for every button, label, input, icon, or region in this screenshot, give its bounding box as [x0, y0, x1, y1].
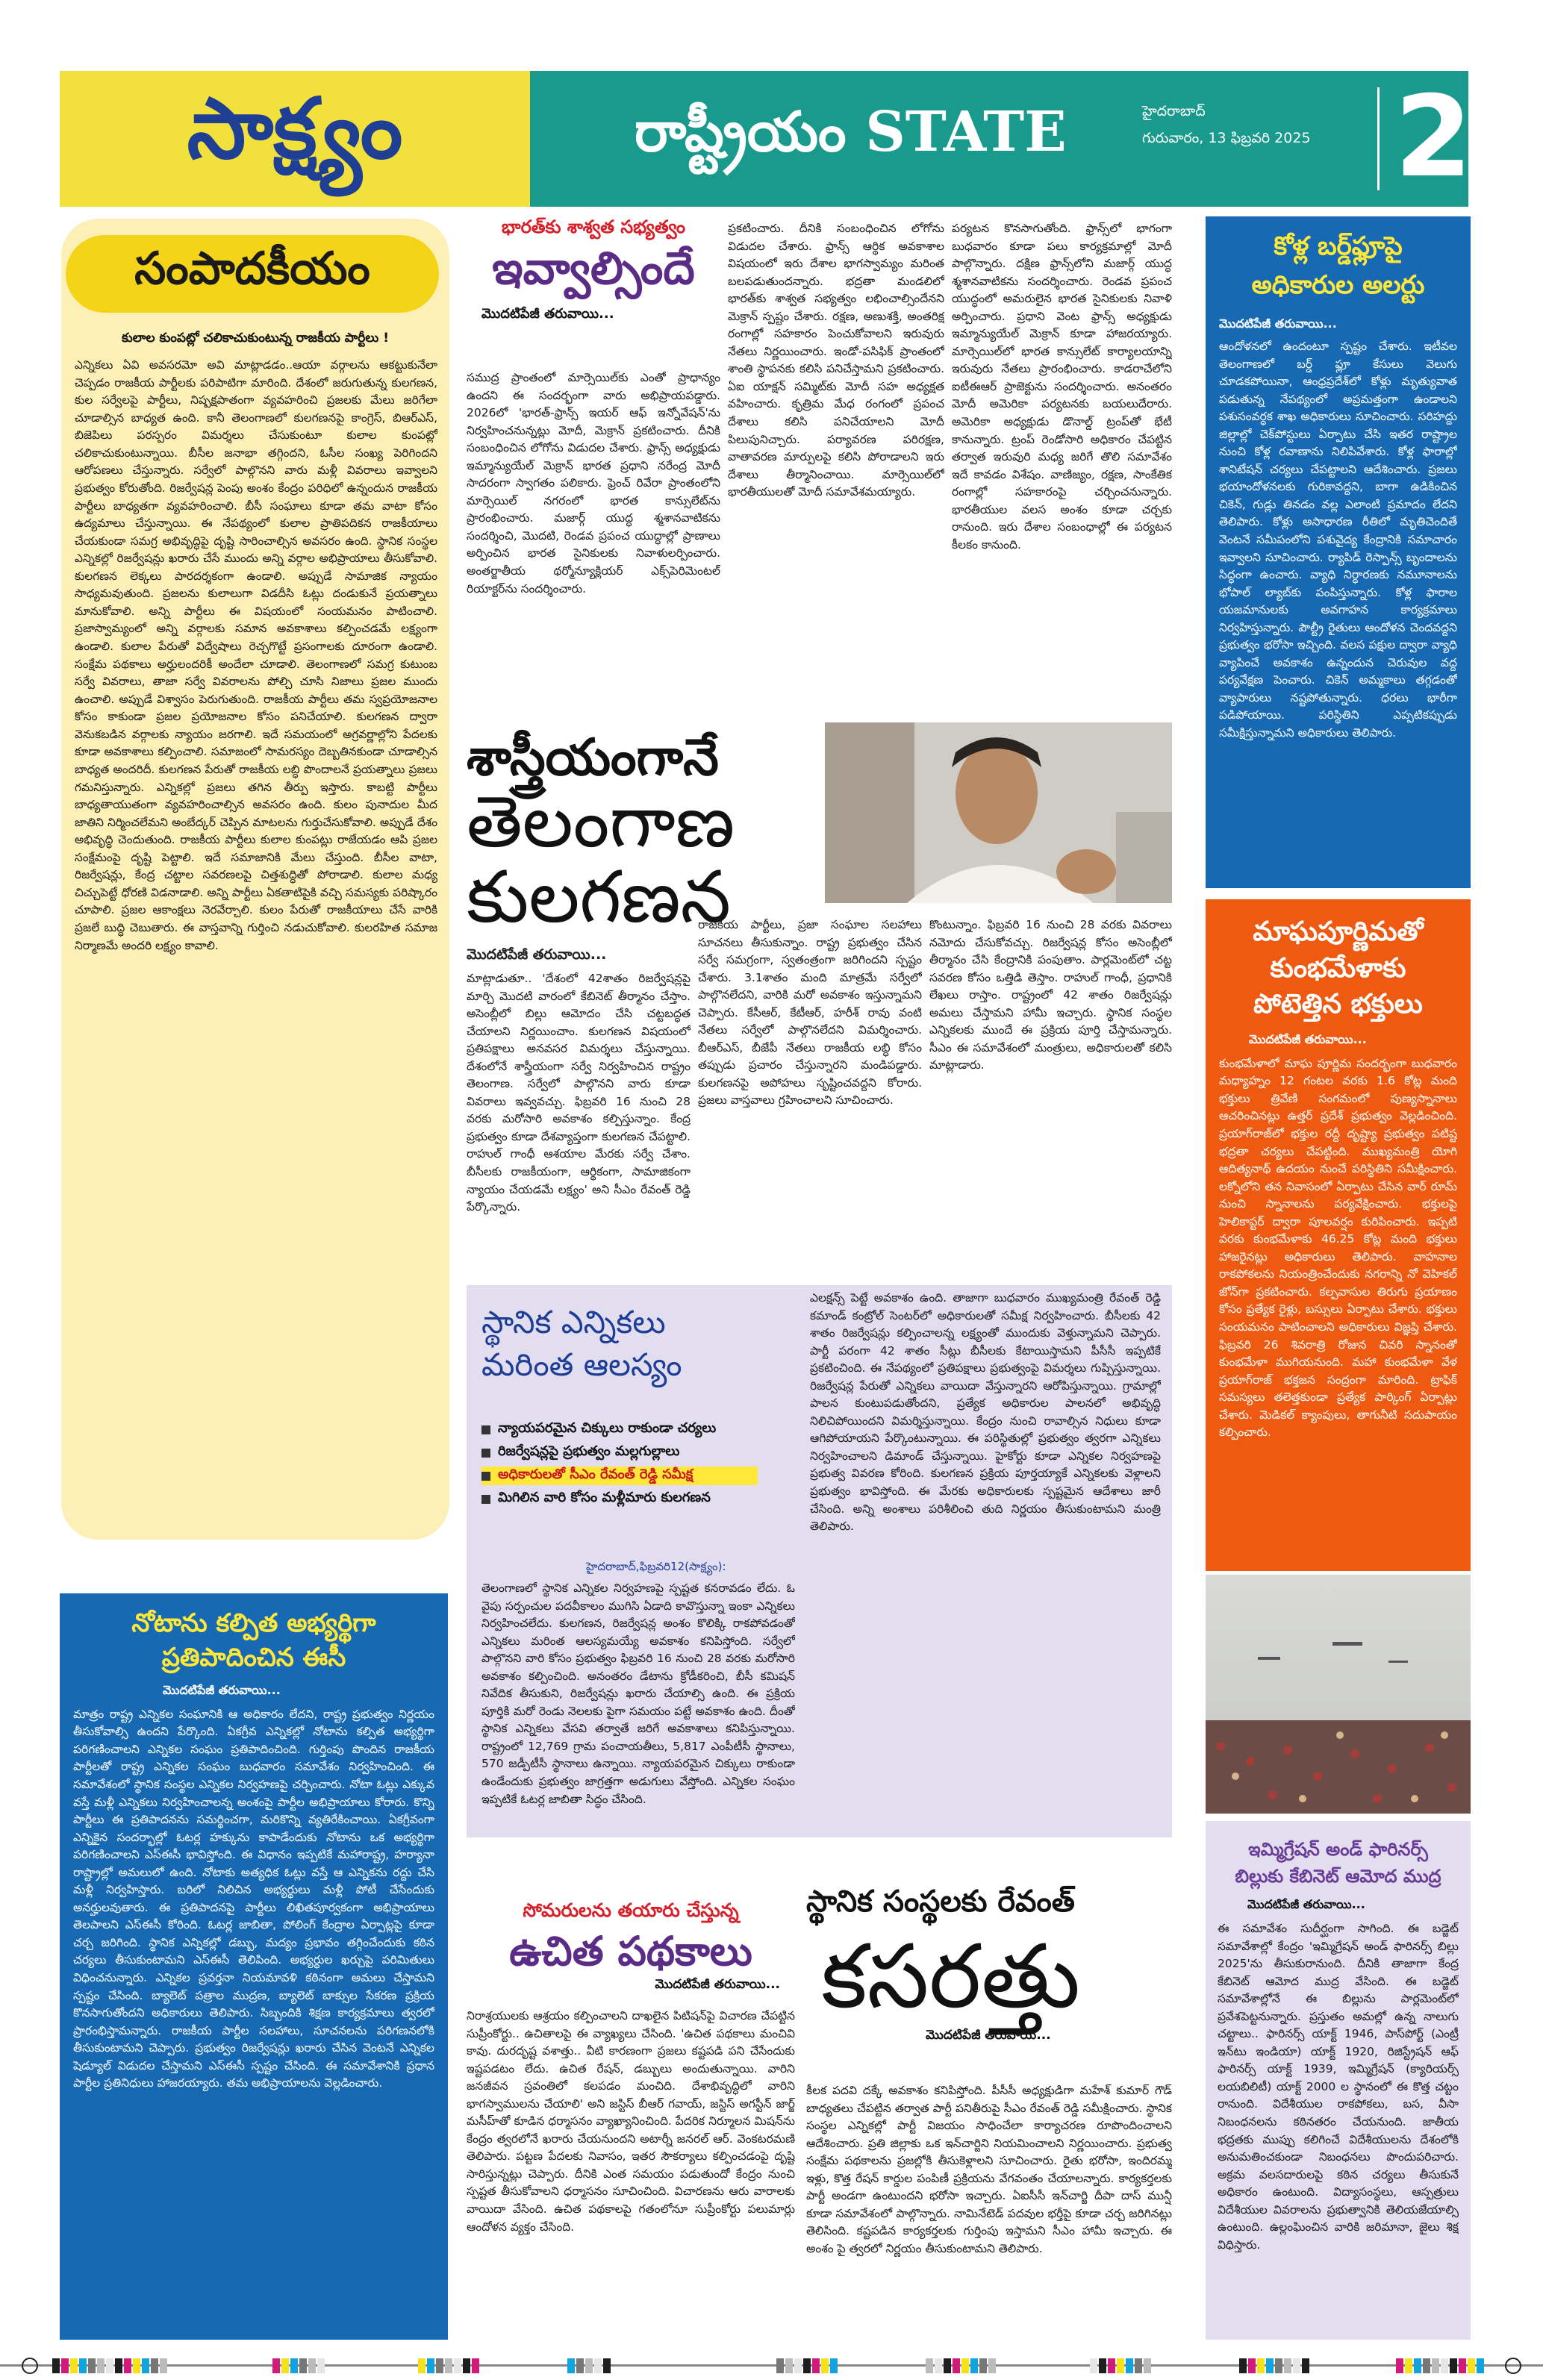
color-swatch	[567, 2358, 575, 2373]
color-swatch	[821, 2358, 829, 2373]
kumbh-box	[1206, 899, 1471, 1571]
color-swatch	[1293, 2358, 1300, 2373]
color-swatch	[160, 2358, 167, 2373]
issue-date: గురువారం, 13 ఫిబ్రవరి 2025	[1142, 130, 1311, 147]
color-swatch	[1090, 2358, 1097, 2373]
exercise-dateline: మొదటిపేజీ తరువాయి...	[926, 2027, 1051, 2043]
bullet-text: న్యాయపరమైన చిక్కులు రాకుండా చర్యలు	[498, 1420, 717, 1436]
color-swatch	[953, 2358, 960, 2373]
nota-box	[60, 1593, 448, 2340]
color-swatch	[1239, 2358, 1247, 2373]
bar-line	[0, 2364, 1543, 2367]
bharat-dateline: మొదటిపేజీ తరువాయి...	[481, 306, 614, 322]
color-swatch	[299, 2358, 307, 2373]
color-swatch	[1423, 2358, 1430, 2373]
color-swatch	[1144, 2358, 1151, 2373]
color-swatch	[1135, 2358, 1142, 2373]
color-swatch	[445, 2358, 452, 2373]
local-polls-dateline: హైదరాబాద్,ఫిబ్రవరి12(సాక్ష్యం):	[586, 1560, 726, 1573]
local-polls-box	[467, 1285, 1172, 1837]
color-swatch	[585, 2358, 593, 2373]
exercise-body: కీలక పదవి దక్కే అవకాశం కనిపిస్తోంది. పీసీసీ అధ్యక్షుడిగా మహేశ్ కుమార్ గౌడ్ బాధ్యతలు చేపట్టిన తర్వాత పార్టీ పనితీరుపై సీఎం రేవంత్ రెడ్డి సమీక్షించారు. స్థానిక సంస్థల ఎన్నికల్లో పార్టీ విజయం సాధించేలా కార్యాచరణ రూపొందించాలని ఆదేశించారు. ప్రతి జిల్లాకు ఒక ఇన్‌చార్జిని నియమించాలని నిర్ణయించారు. ప్రభుత్వ సంక్షేమ పథకాలను ప్రజల్లోకి తీసుకెళ్లాలని సూచించారు. రైతు భరోసా, ఇందిరమ్మ ఇళ్లు, కొత్త రేషన్ కార్డుల పంపిణీ ప్రక్రియను వేగవంతం చేయాలన్నారు. కార్యకర్తలకు పార్టీ అండగా ఉంటుందని భరోసా ఇచ్చారు. ఏఐసీసీ ఇన్‌చార్జి దీపా దాస్ మున్షీ కూడా సమావేశంలో పాల్గొన్నారు. నామినేటెడ్ పదవుల భర్తీపై కూడా చర్చ జరిగినట్లు తెలిసింది. కష్టపడిన కార్యకర్తలకు గుర్తింపు ఇస్తామని సీఎం హామీ ఇచ్చారు. ఈ అంశం పై త్వరలో నిర్ణయం తీసుకుంటామని తెలిపారు.	[806, 2084, 1172, 2255]
caste-census-col2: రాజకీయ పార్టీలు, ప్రజా సంఘాల సలహాలు సూచనలు తీసుకున్నాం. రాష్ట్ర ప్రభుత్వం చేసిన సర్వే సమగ్రంగా, స్వతంత్రంగా జరిగిందని స్పష్టం చేశారు. 3.1శాతం మంది మాత్రమే సర్వేలో పాల్గొనలేదని, వారికి మరో అవకాశం ఇస్తున్నామని చెప్పారు. కేసీఆర్, కేటీఆర్, హరీశ్ రావు వంటి నేతలు సర్వేలో పాల్గొనలేదని విమర్శించారు. బీఆర్ఎస్, బీజేపీ నేతలు రాజకీయ లబ్ధి కోసం తప్పుడు ప్రచారం చేస్తున్నారని మండిపడ్డారు. కులగణనపై అపోహలు సృష్టించవద్దని కోరారు. ప్రజలు వాస్తవాలు గ్రహించాలని సూచించారు.	[698, 918, 922, 1108]
color-swatch	[124, 2358, 131, 2373]
section-banner	[530, 71, 1473, 207]
color-swatch	[603, 2358, 611, 2373]
bharat-col2: ప్రకటించారు. దీనికి సంబంధించిన లోగోను విడుదల చేశారు. ఫ్రాన్స్ ఆర్థిక అవకాశాల విషయంలో ఇరు దేశాల భాగస్వామ్యం మరింత బలపడుతుందన్నారు. భద్రతా మండలిలో భారత్‌కు శాశ్వత సభ్యత్వం లభించాల్సిందేనని మెక్రాన్ స్పష్టం చేశారు. రక్షణ, అణుశక్తి, అంతరిక్ష రంగాల్లో సహకారం పెంచుకోవాలని ఇరువురు నేతలు నిర్ణయించారు. ఇండో-పసిఫిక్ ప్రాంతంలో శాంతి స్థాపనకు కలిసి పనిచేస్తామని ప్రకటించారు. ఏఐ యాక్షన్ సమ్మిట్‌కు మోదీ సహ అధ్యక్షత వహించారు. కృత్రిమ మేధ రంగంలో ప్రపంచ దేశాలు కలిసి పనిచేయాలని మోదీ పిలుపునిచ్చారు. పర్యావరణ పరిరక్షణ, వాతావరణ మార్పులపై కలిసి పోరాడాలని ఇరు దేశాలు తీర్మానించాయి. మార్సెయిల్‌లో భారతీయులతో మోదీ సమావేశమయ్యారు.	[728, 222, 944, 499]
city: హైదరాబాద్	[1142, 103, 1206, 119]
newspaper-logo: సాక్ష్యం	[60, 71, 530, 207]
immigration-box	[1206, 1821, 1471, 2340]
color-swatch	[803, 2358, 811, 2373]
color-swatch	[1302, 2358, 1309, 2373]
caste-census-dateline: మొదటిపేజీ తరువాయి...	[467, 946, 607, 963]
color-swatch	[1459, 2358, 1466, 2373]
color-swatch	[1099, 2358, 1106, 2373]
exercise-kicker: స్థానిక సంస్థలకు రేవంత్	[806, 1884, 1075, 1919]
color-swatch	[1477, 2358, 1484, 2373]
caste-census-col3: కొంటున్నాం. ఫిబ్రవరి 16 నుంచి 28 వరకు వివరాలు నమోదు చేసుకోవచ్చు. రిజర్వేషన్ల కోసం అసెంబ్లీలో తీర్మానం చేసి కేంద్రానికి పంపుతాం. పార్లమెంట్‌లో చట్ట సవరణ కోసం ఒత్తిడి తెస్తాం. రాహుల్ గాంధీ, ప్రధానికి లేఖలు రాస్తాం. రాష్ట్రంలో 42 శాతం రిజర్వేషన్లు అమలు చేస్తామని హామీ ఇచ్చారు. స్థానిక సంస్థల ఎన్నికలకు ముందే ఈ ప్రక్రియ పూర్తి చేస్తామన్నారు. సీఎం ఈ సమావేశంలో మంత్రులు, అధికారులతో కలిసి మాట్లాడారు.	[929, 918, 1172, 1072]
nota-body: మాత్రం రాష్ట్ర ఎన్నికల సంఘానికి ఆ అధికారం లేదని, రాష్ట్ర ప్రభుత్వం నిర్ణయం తీసుకోవాల్సి ఉందని పేర్కొంది. ఏకగ్రీవ ఎన్నికల్లో నోటాను కల్పిత అభ్యర్థిగా పరిగణించాలని ఎన్నికల సంఘం ప్రతిపాదించింది. గుర్తింపు పొందిన రాజకీయ పార్టీలతో రాష్ట్ర ఎన్నికల సంఘం బుధవారం సమావేశం నిర్వహించింది. ఈ సమావేశంలో స్థానిక సంస్థల ఎన్నికల నిర్వహణపై చర్చించారు. నోటా ఓట్లు ఎక్కువ వస్తే మళ్లీ ఎన్నికలు నిర్వహించాలన్న అంశంపై పార్టీల అభిప్రాయాలు కోరారు. కొన్ని పార్టీలు ఈ ప్రతిపాదనను సమర్థించగా, మరికొన్ని వ్యతిరేకించాయి. ఏకగ్రీవంగా ఎన్నికైన సందర్భాల్లో ఓటర్ల హక్కును కాపాడేందుకు నోటాను ఒక అభ్యర్థిగా పరిగణించాలని ఎస్‌ఈసీ భావిస్తోంది. ఈ విధానం ఇప్పటికే మహారాష్ట్ర, హర్యానా రాష్ట్రాల్లో అమలులో ఉంది. నోటాకు అత్యధిక ఓట్లు వస్తే ఆ ఎన్నికను రద్దు చేసి మళ్లీ నిర్వహిస్తారు. బరిలో నిలిచిన అభ్యర్థులు మళ్లీ పోటీ చేసేందుకు అనర్హులవుతారు. ఈ ప్రతిపాదనపై పార్టీలు లిఖితపూర్వకంగా అభిప్రాయాలు తెలపాలని ఎస్‌ఈసీ కోరింది. ఓటర్ల జాబితా, పోలింగ్ కేంద్రాల ఏర్పాట్లపై కూడా చర్చ జరిగింది. స్థానిక ఎన్నికల్లో డబ్బు, మద్యం ప్రభావం తగ్గించేందుకు కఠిన చర్యలు తీసుకుంటామని ఎస్‌ఈసీ తెలిపింది. అభ్యర్థుల ఖర్చుపై పరిమితులు విధించనున్నారు. ఎన్నికల ప్రవర్తనా నియమావళి కఠినంగా అమలు చేస్తామని స్పష్టం చేసింది. బ్యాలెట్ పత్రాల ముద్రణ, బ్యాలెట్ బాక్సుల సేకరణ ప్రక్రియ కొనసాగుతోందని అధికారులు తెలిపారు. సిబ్బందికి శిక్షణ కార్యక్రమాలు త్వరలో ప్రారంభిస్తామన్నారు. రాజకీయ పార్టీల సలహాలు, సూచనలను పరిగణనలోకి తీసుకుంటామని చెప్పారు. ప్రభుత్వం రిజర్వేషన్లు ఖరారు చేసిన వెంటనే ఎన్నికల షెడ్యూల్ విడుదల చేస్తామని ఎస్‌ఈసీ స్పష్టం చేసింది. ఈ సమావేశానికి ప్రధాన పార్టీల ప్రతినిధులు హాజరయ్యారు. తమ అభిప్రాయాలను వెల్లడించారు.	[73, 1707, 434, 2090]
bullet-item	[481, 1467, 758, 1485]
color-swatch	[463, 2358, 470, 2373]
color-swatch	[418, 2358, 426, 2373]
nota-headline	[73, 1607, 434, 1675]
color-swatch	[935, 2358, 942, 2373]
kumbh-body: కుంభమేళాలో మాఘ పూర్ణిమ సందర్భంగా బుధవారం మధ్యాహ్నం 12 గంటల వరకు 1.6 కోట్ల మంది భక్తులు త్రివేణి సంగమంలో పుణ్యస్నానాలు ఆచరించినట్లు ఉత్తర్ ప్రదేశ్ ప్రభుత్వం వెల్లడించింది. ప్రయాగ్‌రాజ్‌లో భక్తుల రద్దీ దృష్ట్యా ప్రభుత్వం పటిష్ట భద్రతా చర్యలు చేపట్టింది. ముఖ్యమంత్రి యోగి ఆదిత్యనాథ్ ఉదయం నుంచే పరిస్థితిని సమీక్షించారు. లక్నోలోని తన నివాసంలో ఏర్పాటు చేసిన వార్ రూమ్ నుంచి స్నానాలను పర్యవేక్షించారు. భక్తులపై హెలికాప్టర్ ద్వారా పూలవర్షం కురిపించారు. ఇప్పటి వరకు కుంభమేళాకు 46.25 కోట్ల మంది భక్తులు హాజరైనట్లు అధికారులు తెలిపారు. వాహనాల రాకపోకలను నియంత్రించేందుకు నగరాన్ని నో వెహికల్ జోన్‌గా ప్రకటించారు. కల్పవాసుల తిరుగు ప్రయాణం కోసం ప్రత్యేక రైళ్లు, బస్సులు ఏర్పాటు చేశారు. భక్తులు సంయమనం పాటించాలని అధికారులు విజ్ఞప్తి చేశారు. ఫిబ్రవరి 26 శివరాత్రి రోజున చివరి స్నానంతో కుంభమేళా ముగియనుంది. మహా కుంభమేళా వేళ ప్రయాగ్‌రాజ్ భక్తజన సంద్రంగా మారింది. ట్రాఫిక్ సమస్యలు తలెత్తకుండా ప్రత్యేక పార్కింగ్ ఏర్పాట్లు చేశారు. మెడికల్ క్యాంపులు, తాగునీటి సదుపాయం కల్పించారు.	[1219, 1056, 1457, 1440]
bird-flu-box	[1206, 216, 1471, 888]
bullet-icon	[481, 1472, 490, 1481]
editorial-box	[61, 219, 449, 1540]
color-swatch	[427, 2358, 434, 2373]
immigration-dateline: మొదటిపేజీ తరువాయి...	[1247, 1897, 1365, 1911]
nota-dateline: మొదటిపేజీ తరువాయి...	[163, 1682, 281, 1697]
bullet-icon	[481, 1425, 490, 1434]
print-color-bar	[0, 2351, 1543, 2380]
exercise-headline: కసరత్తు	[821, 1925, 1081, 2028]
color-swatch	[1396, 2358, 1403, 2373]
freebies-body: నిరాశ్రయులకు ఆశ్రయం కల్పించాలని దాఖలైన పిటిషన్‌పై విచారణ చేపట్టిన సుప్రీంకోర్టు.. ఉచితాలపై ఈ వ్యాఖ్యలు చేసింది. 'ఉచిత పథకాలు మంచివి కావు. దురదృష్ట వశాత్తు.. వీటి కారణంగా ప్రజలు కష్టపడి పని చేసేందుకు ఇష్టపడటం లేదు. ఉచిత రేషన్, డబ్బులు అందుతున్నాయి. వారిని జనజీవన స్రవంతిలో కలపడం మంచిది. దేశాభివృద్ధిలో వారిని భాగస్వాములను చేయాలి' అని జస్టిస్ బీఆర్ గవాయ్, జస్టిస్ అగస్టీన్ జార్జ్ మసీహ్‌తో కూడిన ధర్మాసనం వ్యాఖ్యానించింది. పేదరిక నిర్మూలన మిషన్‌ను కేంద్రం త్వరలోనే ఖరారు చేయనుందని అటార్నీ జనరల్ ఆర్. వెంకటరమణి తెలిపారు. పట్టణ పేదలకు నివాసం, ఇతర సౌకర్యాలు కల్పించడంపై దృష్టి సారిస్తున్నట్లు చెప్పారు. దీనికి ఎంత సమయం పడుతుందో కేంద్రం నుంచి స్పష్టత తీసుకోవాలని ధర్మాసనం సూచించింది. విచారణను ఆరు వారాలకు వాయిదా వేసింది. ఉచిత పథకాలపై గతంలోనూ సుప్రీంకోర్టు పలుమార్లు ఆందోళన వ్యక్తం చేసింది.	[467, 2009, 795, 2234]
color-swatch	[472, 2358, 479, 2373]
color-swatch	[794, 2358, 802, 2373]
dateline-block	[1142, 98, 1311, 152]
color-swatch	[1117, 2358, 1124, 2373]
caste-census-headline	[467, 728, 825, 940]
bharat-col1: సముద్ర ప్రాంతంలో మార్సెయిల్‌కు ఎంతో ప్రాధాన్యం ఉందని ఈ సందర్భంగా వారు అభిప్రాయపడ్డారు. 2026లో 'భారత్-ఫ్రాన్స్ ఇయర్ ఆఫ్ ఇన్నోవేషన్'ను నిర్వహించనున్నట్లు మోదీ, మెక్రాన్ ప్రకటించారు. దీనికి సంబంధించిన లోగోను విడుదల చేశారు. ఫ్రాన్స్ అధ్యక్షుడు ఇమ్మాన్యుయేల్ మెక్రాన్ భారత ప్రధాని నరేంద్ర మోదీ సాదరంగా స్వాగతం పలికారు. ఫ్రెంచ్ రివేరా ప్రాంతంలోని మార్సెయిల్ నగరంలో భారత కాన్సులేట్‌ను ప్రారంభించారు. మజార్గ్ యుద్ధ శ్మశానవాటికను సందర్శించి, మొదటి, రెండవ ప్రపంచ యుద్ధాల్లో ప్రాణాలు అర్పించిన భారత సైనికులకు నివాళులర్పించారు. అంతర్జాతీయ థర్మోన్యూక్లియర్ ఎక్స్‌పెరిమెంటల్ రియాక్టర్‌ను సందర్శించారు.	[467, 371, 720, 596]
exercise-headline-block	[806, 1884, 1179, 2046]
color-swatch	[961, 2358, 969, 2373]
color-swatch	[1248, 2358, 1256, 2373]
color-swatch	[1432, 2358, 1439, 2373]
bird-flu-body: ఆందోళనలో ఉందంటూ స్పష్టం చేశారు. ఇటీవల తెలంగాణలో బర్డ్ ఫ్లూ కేసులు వెలుగు చూడకపోయినా, ఆంధ్రప్రదేశ్‌లో కోళ్లు మృత్యువాత పడుతున్న నేపథ్యంలో అప్రమత్తంగా ఉండాలని పశుసంవర్ధక శాఖ అధికారులు సూచించారు. సరిహద్దు జిల్లాల్లో చెక్‌పోస్టులు ఏర్పాటు చేసి ఇతర రాష్ట్రాల నుంచి కోళ్ల రవాణాను నిలిపివేశారు. కోళ్ల ఫారాల్లో శానిటేషన్ చర్యలు చేపట్టాలని ఆదేశించారు. ప్రజలు భయాందోళనలకు గురికావద్దని, బాగా ఉడికించిన చికెన్, గుడ్లు తినడం వల్ల ఎలాంటి ప్రమాదం లేదని తెలిపారు. కోళ్లు అసాధారణ రీతిలో మృతిచెందితే వెంటనే సమీపంలోని పశువైద్య కేంద్రానికి సమాచారం ఇవ్వాలని సూచించారు. ర్యాపిడ్ రెస్పాన్స్ బృందాలను సిద్ధంగా ఉంచారు. వ్యాధి నిర్ధారణకు నమూనాలను భోపాల్ ల్యాబ్‌కు పంపిస్తున్నారు. కోళ్ల ఫారాల యజమానులకు అవగాహన కార్యక్రమాలు నిర్వహిస్తున్నారు. పౌల్ట్రీ రైతులు ఆందోళన చెందవద్దని ప్రభుత్వం భరోసా ఇచ్చింది. వలస పక్షుల ద్వారా వ్యాధి వ్యాపించే అవకాశం ఉన్నందున చెరువుల వద్ద పర్యవేక్షణ పెంచారు. చికెన్ అమ్మకాలు తగ్గడంతో వ్యాపారులు నష్టపోతున్నారు. ధరలు భారీగా పడిపోయాయి. పరిస్థితిని ఎప్పటికప్పుడు సమీక్షిస్తున్నామని అధికారులు తెలిపారు.	[1219, 340, 1457, 740]
color-swatch	[1126, 2358, 1133, 2373]
color-swatch	[785, 2358, 793, 2373]
bharat-kicker: భారత్‌కు శాశ్వత సభ్యత్వం	[501, 216, 686, 237]
bullet-icon	[481, 1495, 490, 1504]
color-swatch	[281, 2358, 289, 2373]
color-swatch	[454, 2358, 461, 2373]
color-swatch	[1441, 2358, 1448, 2373]
immigration-body: ఈ సమావేశం సుదీర్ఘంగా సాగింది. ఈ బడ్జెట్ సమావేశాల్లో కేంద్రం 'ఇమ్మిగ్రేషన్ అండ్ ఫారినర్స్ బిల్లు 2025'ను తీసుకురానుంది. దీనికి తాజాగా కేంద్ర కేబినెట్ ఆమోద ముద్ర వేసింది. ఈ బడ్జెట్ సమావేశాల్లోనే ఈ బిల్లును పార్లమెంట్‌లో ప్రవేశపెట్టనున్నారు. ప్రస్తుతం అమల్లో ఉన్న నాలుగు చట్టాలు.. ఫారినర్స్ యాక్ట్ 1946, పాస్‌పోర్ట్ (ఎంట్రీ ఇన్‌టు ఇండియా) యాక్ట్ 1920, రిజిస్ట్రేషన్ ఆఫ్ ఫారినర్స్ యాక్ట్ 1939, ఇమ్మిగ్రేషన్ (క్యారియర్స్ లయబిలిటీ) యాక్ట్ 2000 ల స్థానంలో ఈ కొత్త చట్టం రానుంది. విదేశీయుల రాకపోకలు, బస, వీసా నిబంధనలను కఠినతరం చేయనుంది. జాతీయ భద్రతకు ముప్పు కలిగించే విదేశీయులను దేశంలోకి అనుమతించకుండా నిబంధనలు పొందుపరిచారు. అక్రమ వలసదారులపై కఠిన చర్యలు తీసుకునే అధికారం ఉంటుంది. విద్యాసంస్థలు, ఆస్పత్రులు విదేశీయుల వివరాలను ప్రభుత్వానికి తెలియజేయాల్సి ఉంటుంది. ఉల్లంఘించిన వారికి జరిమానా, జైలు శిక్ష విధిస్తారు.	[1218, 1922, 1459, 2252]
color-swatch	[115, 2358, 122, 2373]
bullet-text: అధికారులతో సీఎం రేవంత్ రెడ్డి సమీక్ష	[498, 1467, 693, 1482]
bird-flu-headline-1: కోళ్ల బర్డ్‌ఫ్లూపై	[1274, 231, 1403, 261]
color-swatch	[106, 2358, 113, 2373]
section-name: రాష్ట్రీయం STATE	[635, 100, 1067, 164]
freebies-headline: ఉచిత పథకాలు	[509, 1928, 752, 1975]
color-swatch	[1108, 2358, 1115, 2373]
immigration-headline	[1218, 1836, 1459, 1890]
color-swatch	[1284, 2358, 1291, 2373]
bullet-item	[481, 1420, 758, 1439]
kumbh-headline-2: కుంభమేళాకు	[1270, 952, 1406, 984]
color-swatch	[142, 2358, 149, 2373]
color-swatch	[979, 2358, 987, 2373]
color-swatch	[61, 2358, 69, 2373]
kumbh-dateline: మొదటిపేజీ తరువాయి...	[1249, 1031, 1367, 1046]
freebies-dateline: మొదటిపేజీ తరువాయి...	[655, 1976, 780, 1992]
bullet-item	[481, 1443, 758, 1462]
color-swatch	[436, 2358, 443, 2373]
color-swatch	[1450, 2358, 1457, 2373]
color-swatch	[272, 2358, 280, 2373]
bullet-item	[481, 1490, 758, 1508]
color-swatch	[308, 2358, 316, 2373]
color-swatch	[576, 2358, 584, 2373]
color-swatch	[79, 2358, 87, 2373]
color-swatch	[830, 2358, 838, 2373]
nota-headline-1: నోటాను కల్పిత అభ్యర్థిగా	[131, 1608, 376, 1638]
page-number: 2	[1394, 72, 1473, 202]
color-swatch	[52, 2358, 60, 2373]
bullet-text: మిగిలిన వారి కోసం మళ్లీమారు కులగణన	[498, 1490, 711, 1505]
bharat-headline: ఇవ్వాల్సిందే	[492, 243, 695, 295]
color-swatch	[70, 2358, 78, 2373]
caste-census-headline-3: కులగణన	[467, 855, 732, 940]
color-swatch	[1266, 2358, 1274, 2373]
local-polls-body-left: తెలంగాణలో స్థానిక ఎన్నికల నిర్వహణపై స్పష్టత కనరావడం లేదు. ఓ వైపు సర్పంచుల పదవీకాలం ముగిసి ఏడాది కావొస్తున్నా ఇంకా ఎన్నికలు నిర్వహించలేదు. కులగణన, రిజర్వేషన్ల అంశం కొలిక్కి రాకపోవడంతో ఎన్నికలు మరింత ఆలస్యమయ్యే అవకాశం కనిపిస్తోంది. సర్వేలో పాల్గొనని వారి కోసం ప్రభుత్వం ఫిబ్రవరి 16 నుంచి 28 వరకు మరోసారి అవకాశం కల్పించింది. అనంతరం డేటాను క్రోడీకరించి, బీసీ కమిషన్ నివేదిక తీసుకుని, రిజర్వేషన్లు ఖరారు చేయాల్సి ఉంది. ఈ ప్రక్రియ పూర్తికి మరో రెండు నెలలకు పైగా సమయం పట్టే అవకాశం ఉంది. దీంతో స్థానిక ఎన్నికలు వేసవి తర్వాతే జరిగే అవకాశాలు కనిపిస్తున్నాయి. రాష్ట్రంలో 12,769 గ్రామ పంచాయతీలు, 5,817 ఎంపీటీసీ స్థానాలు, 570 జడ్పీటీసీ స్థానాలు ఉన్నాయి. న్యాయపరమైన చిక్కులు రాకుండా ఉండేందుకు ప్రభుత్వం జాగ్రత్తగా అడుగులు వేస్తోంది. ఎన్నికల సంఘం ఇప్పటికే ఓటర్ల జాబితా సిద్ధం చేసింది.	[481, 1581, 795, 1806]
color-swatch	[812, 2358, 820, 2373]
bird-flu-dateline: మొదటిపేజీ తరువాయి...	[1219, 316, 1337, 331]
color-swatch	[1257, 2358, 1265, 2373]
color-swatch	[1405, 2358, 1412, 2373]
caste-census-headline-2: తెలంగాణ	[467, 780, 735, 864]
color-swatch	[290, 2358, 298, 2373]
bullet-text: రిజర్వేషన్లపై ప్రభుత్వం మల్లగుల్లాలు	[498, 1443, 680, 1459]
editorial-body: ఎన్నికలు ఏవి అవసరమో అవి మాట్లాడడం..ఆయా వర్గాలను ఆకట్టుకునేలా చెప్పడం రాజకీయ పార్టీలకు పరిపాటిగా మారింది. దేశంలో జరుగుతున్న కులగణన, కుల సర్వేలపై పార్టీలు, నిష్పక్షపాతంగా వ్యవహరించి ప్రజలకు మేలు జరిగేలా చూడాల్సిన బాధ్యత ఉంది. కానీ తెలంగాణలో కులగణనపై కాంగ్రెస్, బిఆర్ఎస్, బిజెపిలు పరస్పరం విమర్శలు చేసుకుంటూ కులాల కుంపట్లో చలికాచుకుంటున్నాయి. బీసీల జనాభా తగ్గిందని, ఓసీల సంఖ్య పెరిగిందని ఆరోపణలు చేస్తున్నారు. సర్వేలో పాల్గొనని వారు మళ్లీ వివరాలు ఇవ్వాలని ప్రభుత్వం కోరుతోంది. రిజర్వేషన్ల పెంపు అంశం కేంద్రం పరిధిలో ఉన్నందున రాజకీయ పార్టీలు బాధ్యతగా వ్యవహరించాలి. బీసీ సంఘాలు కూడా తమ వాటా కోసం ఉద్యమాలు చేస్తున్నాయి. ఈ నేపథ్యంలో కులాల ప్రాతిపదికన రాజకీయాలు చేయకుండా సమగ్ర అభివృద్ధిపై దృష్టి సారించాల్సిన అవసరం ఉంది. స్థానిక సంస్థల ఎన్నికల్లో రిజర్వేషన్లు ఖరారు చేసే ముందు అన్ని వర్గాల అభిప్రాయాలు తీసుకోవాలి. కులగణన లెక్కలు పారదర్శకంగా ఉండాలి. అప్పుడే సామాజిక న్యాయం సాధ్యమవుతుంది. ప్రజలను కులాలుగా విడదీసి ఓట్లు దండుకునే ప్రయత్నాలు మానుకోవాలి. అన్ని పార్టీలు ఈ విషయంలో సంయమనం పాటించాలి. ప్రజాస్వామ్యంలో అన్ని వర్గాలకు సమాన అవకాశాలు కల్పించడమే లక్ష్యంగా ఉండాలి. కులాల పేరుతో విద్వేషాలు రెచ్చగొట్టే ప్రసంగాలకు దూరంగా ఉండాలి. సంక్షేమ పథకాలు అర్హులందరికీ అందేలా చూడాలి. తెలంగాణలో సమగ్ర కుటుంబ సర్వే వివరాలు, తాజా సర్వే వివరాలను పోల్చి చూసి నిజాలు ప్రజల ముందు ఉంచాలి. అప్పుడే విశ్వాసం పెరుగుతుంది. రాజకీయ పార్టీలు తమ స్వప్రయోజనాల కోసం కాకుండా ప్రజల ప్రయోజనాల కోసం పనిచేయాలి. కులగణన ద్వారా వెనుకబడిన వర్గాలకు న్యాయం జరగాలి. ఇదే సమయంలో అగ్రవర్ణాల్లోని పేదలకు కూడా అవకాశాలు కల్పించాలి. సమాజంలో సామరస్యం దెబ్బతినకుండా చూడాల్సిన బాధ్యత అందరిదీ. కులగణన పేరుతో రాజకీయ లబ్ధి పొందాలనే ప్రయత్నాలు ప్రజలు గమనిస్తున్నారు. ఎన్నికల్లో ప్రజలు తగిన తీర్పు ఇస్తారు. కాబట్టి పార్టీలు బాధ్యతాయుతంగా వ్యవహరించాల్సిన అవసరం ఉంది. కులం పునాదుల మీద జాతిని నిర్మించలేమని అంబేద్కర్ చెప్పిన మాటలను గుర్తుచేసుకోవాలి. అప్పుడే దేశం అభివృద్ధి చెందుతుంది. రాజకీయ పార్టీలు కులాల కుంపట్లు రాజేయడం ఆపి ప్రజల సంక్షేమంపై దృష్టి పెట్టాలి. ఇదే సమాజానికి మేలు చేస్తుంది. బీసీల వాటా, రిజర్వేషన్లు, కేంద్ర చట్టాల సవరణలపై చిత్తశుద్ధితో పోరాడాలి. కులాల మధ్య చిచ్చుపెట్టే ధోరణి విడనాడాలి. అన్ని పార్టీలు ఏకతాటిపైకి వచ్చి సమస్యకు పరిష్కారం చూపాలి. ప్రజల ఆకాంక్షలు నెరవేర్చాలి. కులం పేరుతో రాజకీయాలు చేసే వారికి ప్రజలే బుద్ధి చెబుతారు. ఈ వాస్తవాన్ని గుర్తించి నడుచుకోవాలి. కులరహిత సమాజ నిర్మాణమే అందరి లక్ష్యం కావాలి.	[75, 358, 437, 952]
editorial-title: సంపాదకీయం	[66, 235, 439, 313]
color-swatch	[988, 2358, 996, 2373]
color-swatch	[1468, 2358, 1475, 2373]
freebies-headline-block	[467, 1899, 795, 1995]
local-polls-headline	[481, 1302, 750, 1386]
kumbh-headline	[1219, 914, 1457, 1023]
revanth-photo	[825, 722, 1172, 903]
bullet-icon	[481, 1449, 490, 1458]
color-swatch	[944, 2358, 951, 2373]
local-polls-headline-1: స్థానిక ఎన్నికలు	[481, 1304, 666, 1340]
caste-census-col1: మాట్లాడుతూ.. 'దేశంలో 42శాతం రిజర్వేషన్లపై మార్చి మొదటి వారంలో కేబినెట్ తీర్మానం చేస్తాం. అసెంబ్లీలో బిల్లు ఆమోదం చేసి చట్టబద్ధత చేయాలని నిర్ణయించాం. కులగణన విషయంలో ప్రతిపక్షాలు అనవసర విమర్శలు చేస్తున్నాయి. దేశంలోనే శాస్త్రీయంగా సర్వే నిర్వహించిన రాష్ట్రం తెలంగాణ. సర్వేలో పాల్గొనని వారు కూడా వివరాలు ఇవ్వవచ్చు. ఫిబ్రవరి 16 నుంచి 28 వరకు మరోసారి అవకాశం కల్పిస్తున్నాం. కేంద్ర ప్రభుత్వం కూడా దేశవ్యాప్తంగా కులగణన చేపట్టాలి. రాహుల్ గాంధీ ఆశయాల మేరకు సర్వే చేశాం. బీసీలకు రాజకీయంగా, ఆర్థికంగా, సామాజికంగా న్యాయం చేయడమే లక్ష్యం' అని సీఎం రేవంత్ రెడ్డి పేర్కొన్నారు.	[467, 972, 691, 1214]
color-swatch	[151, 2358, 158, 2373]
masthead	[60, 71, 1473, 207]
local-polls-body-right: ఎలక్షన్స్ పెట్టే అవకాశం ఉంది. తాజాగా బుధవారం ముఖ్యమంత్రి రేవంత్ రెడ్డి కమాండ్ కంట్రోల్ సెంటర్‌లో అధికారులతో సమీక్ష నిర్వహించారు. బీసీలకు 42 శాతం రిజర్వేషన్లు కల్పించాలన్న లక్ష్యంతో ముందుకు వెళ్తున్నామని చెప్పారు. పార్టీ పరంగా 42 శాతం సీట్లు బీసీలకు కేటాయిస్తామని పీసీసీ ఇప్పటికే ప్రకటించింది. ఈ నేపథ్యంలో ప్రతిపక్షాలు ప్రభుత్వంపై విమర్శలు గుప్పిస్తున్నాయి. రిజర్వేషన్ల పేరుతో ఎన్నికలు వాయిదా వేస్తున్నారని ఆరోపిస్తున్నాయి. గ్రామాల్లో పాలన కుంటుపడుతోందని, ప్రత్యేక అధికారుల పాలనలో అభివృద్ధి నిలిచిపోయిందని విమర్శిస్తున్నాయి. కేంద్రం నుంచి రావాల్సిన నిధులు కూడా ఆగిపోయాయని పేర్కొంటున్నాయి. ఈ పరిస్థితుల్లో ప్రభుత్వం త్వరగా ఎన్నికలు నిర్వహించాలని డిమాండ్ చేస్తున్నాయి. హైకోర్టు కూడా ఎన్నికల నిర్వహణపై ప్రభుత్వ వివరణ కోరింది. కులగణన ప్రక్రియ పూర్తయ్యాకే ఎన్నికలకు వెళ్లాలని ప్రభుత్వం భావిస్తోంది. ఈ మేరకు అధికారులకు స్పష్టమైన ఆదేశాలు జారీ చేసింది. అన్ని అంశాలు పరిశీలించి తుది నిర్ణయం తీసుకుంటామని మంత్రి తెలిపారు.	[810, 1291, 1161, 1534]
color-swatch	[97, 2358, 105, 2373]
kumbh-headline-1: మాఘపూర్ణిమతో	[1253, 916, 1424, 947]
nota-headline-2: ప్రతిపాదించిన ఈసీ	[161, 1642, 346, 1672]
color-swatch	[594, 2358, 602, 2373]
color-swatch	[970, 2358, 978, 2373]
editorial-headline: కులాల కుంపట్లో చలికాచుకుంటున్న రాజకీయ పార్టీలు !	[122, 331, 389, 346]
color-swatch	[88, 2358, 96, 2373]
divider	[1377, 87, 1380, 190]
color-swatch	[133, 2358, 140, 2373]
kumbh-headline-3: పోటెత్తిన భక్తులు	[1253, 989, 1423, 1020]
bharat-headline-block	[467, 216, 720, 325]
caste-census-headline-1: శాస్త్రీయంగానే	[467, 728, 719, 787]
local-polls-bullets	[481, 1416, 758, 1513]
bharat-col3: పర్యటన కొనసాగుతోంది. ఫ్రాన్స్‌లో భాగంగా బుధవారం కూడా పలు కార్యక్రమాల్లో మోదీ పాల్గొన్నారు. దక్షిణ ఫ్రాన్స్‌లోని మజార్గ్ యుద్ధ శ్మశానవాటికను సందర్శించారు. రెండవ ప్రపంచ యుద్ధంలో అమరులైన భారత సైనికులకు నివాళి అర్పించారు. ప్రధాని వెంట ఫ్రాన్స్ అధ్యక్షుడు ఇమ్మాన్యుయేల్ మెక్రాన్ కూడా హాజరయ్యారు. మార్సెయిల్‌లో భారత కాన్సులేట్ కార్యాలయాన్ని ఇరువురు నేతలు ప్రారంభించారు. కాడరాచేలోని ఐటీఈఆర్ ప్రాజెక్టును సందర్శించారు. అనంతరం మోదీ అమెరికా పర్యటనకు బయలుదేరారు. అమెరికా అధ్యక్షుడు డొనాల్డ్ ట్రంప్‌తో భేటీ కానున్నారు. ట్రంప్ రెండోసారి అధికారం చేపట్టిన తర్వాత ఇరువురి మధ్య జరిగే తొలి సమావేశం ఇదే కావడం విశేషం. వాణిజ్యం, రక్షణ, సాంకేతిక రంగాల్లో సహకారంపై చర్చించనున్నారు. భారతీయుల వలస అంశం కూడా చర్చకు రానుంది. ఇరు దేశాల సంబంధాల్లో ఈ పర్యటన కీలకం కానుంది.	[952, 222, 1172, 552]
immigration-headline-2: బిల్లుకు కేబినెట్ ఆమోద ముద్ర	[1235, 1866, 1441, 1887]
kumbh-photo	[1206, 1575, 1471, 1814]
immigration-headline-1: ఇమ్మిగ్రేషన్ అండ్ ఫారినర్స్	[1248, 1839, 1428, 1860]
color-swatch	[776, 2358, 784, 2373]
bird-flu-headline-2: అధికారుల అలర్టు	[1251, 270, 1425, 300]
color-swatch	[1414, 2358, 1421, 2373]
local-polls-headline-2: మరింత ఆలస్యం	[481, 1346, 682, 1383]
freebies-kicker: సోమరులను తయారు చేస్తున్న	[523, 1899, 739, 1921]
color-swatch	[317, 2358, 325, 2373]
color-swatch	[1275, 2358, 1282, 2373]
color-swatch	[926, 2358, 933, 2373]
